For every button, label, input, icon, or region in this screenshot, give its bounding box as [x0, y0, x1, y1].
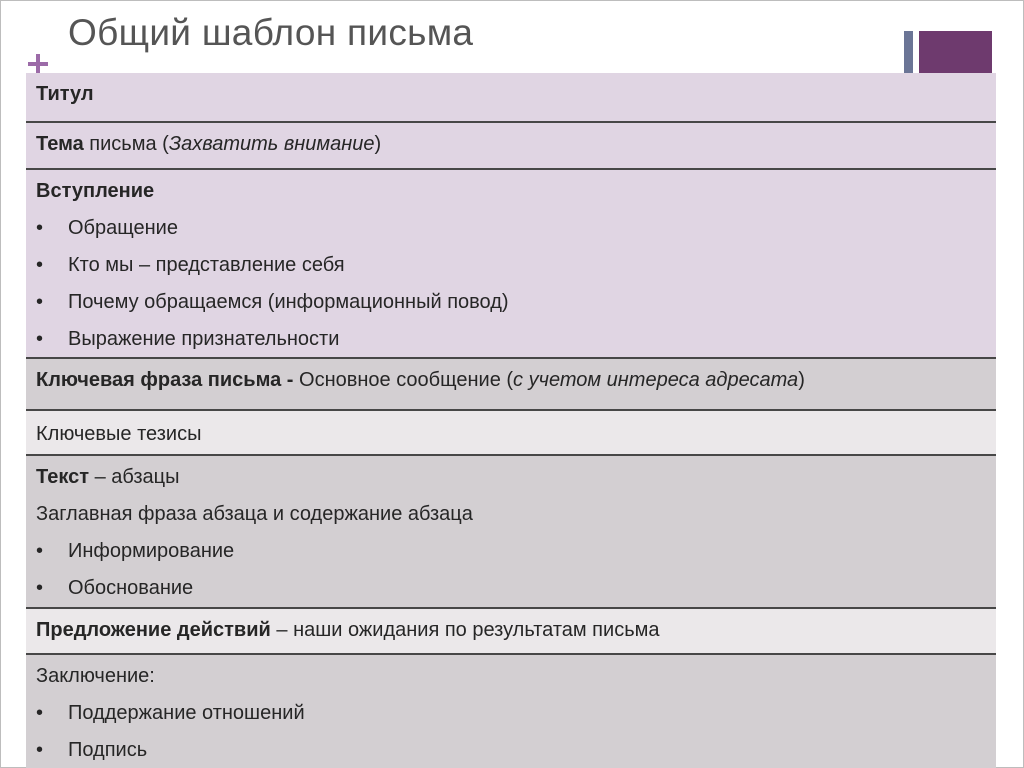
bullet-icon: •: [36, 540, 44, 562]
bullet-icon: •: [36, 254, 44, 276]
tekst-subline: Заглавная фраза абзаца и содержание абзаца: [36, 503, 473, 525]
list-item: • Обоснование: [36, 577, 194, 599]
tekst-label: Текст: [36, 466, 90, 488]
row-tema: Тема письма (Захватить внимание): [26, 121, 996, 168]
bullet-icon: •: [36, 577, 44, 599]
bullet-icon: •: [36, 291, 44, 313]
row-zaklyuchenie: [26, 653, 996, 768]
template-table: [26, 73, 996, 768]
predlozhenie-label: Предложение действий: [36, 619, 271, 641]
row-titul: [26, 73, 996, 121]
list-item: • Кто мы – представление себя: [36, 254, 345, 276]
klyuchevaya-label: Ключевая фраза письма -: [36, 369, 294, 391]
titul-label: Титул: [36, 83, 94, 105]
list-item: • Почему обращаемся (информационный повод): [36, 291, 509, 313]
zaklyuchenie-heading: Заключение:: [36, 665, 155, 687]
decorative-box: [919, 31, 992, 73]
list-item: • Поддержание отношений: [36, 702, 305, 724]
bullet-icon: •: [36, 739, 44, 761]
decorative-bar: [904, 31, 913, 73]
list-item: • Информирование: [36, 540, 235, 562]
row-klyuchevaya-fraza: Ключевая фраза письма - Основное сообщение (с учетом интереса адресата): [26, 357, 996, 409]
row-tekst: Текст – абзацы Заглавная фраза абзаца и содержание абзаца • Информирование • Обоснование: [26, 454, 996, 607]
tema-label: Тема: [36, 133, 84, 155]
slide-title: Общий шаблон письма: [68, 12, 474, 53]
tema-note: Захватить внимание: [168, 133, 375, 155]
row-klyuchevye-tezisy: [26, 409, 996, 454]
list-item: • Обращение: [36, 217, 178, 239]
row-vstuplenie: [26, 168, 996, 357]
klyuchevaya-note: с учетом интереса адресата: [513, 369, 799, 391]
bullet-icon: •: [36, 328, 44, 350]
bullet-icon: •: [36, 702, 44, 724]
tezisy-label: Ключевые тезисы: [36, 423, 202, 445]
list-item: • Выражение признательности: [36, 328, 340, 350]
bullet-icon: •: [36, 217, 44, 239]
vstuplenie-heading: Вступление: [36, 180, 155, 202]
row-predlozhenie: Предложение действий – наши ожидания по результатам письма: [26, 607, 996, 653]
plus-icon: [28, 54, 48, 74]
list-item: • Подпись: [36, 739, 148, 761]
